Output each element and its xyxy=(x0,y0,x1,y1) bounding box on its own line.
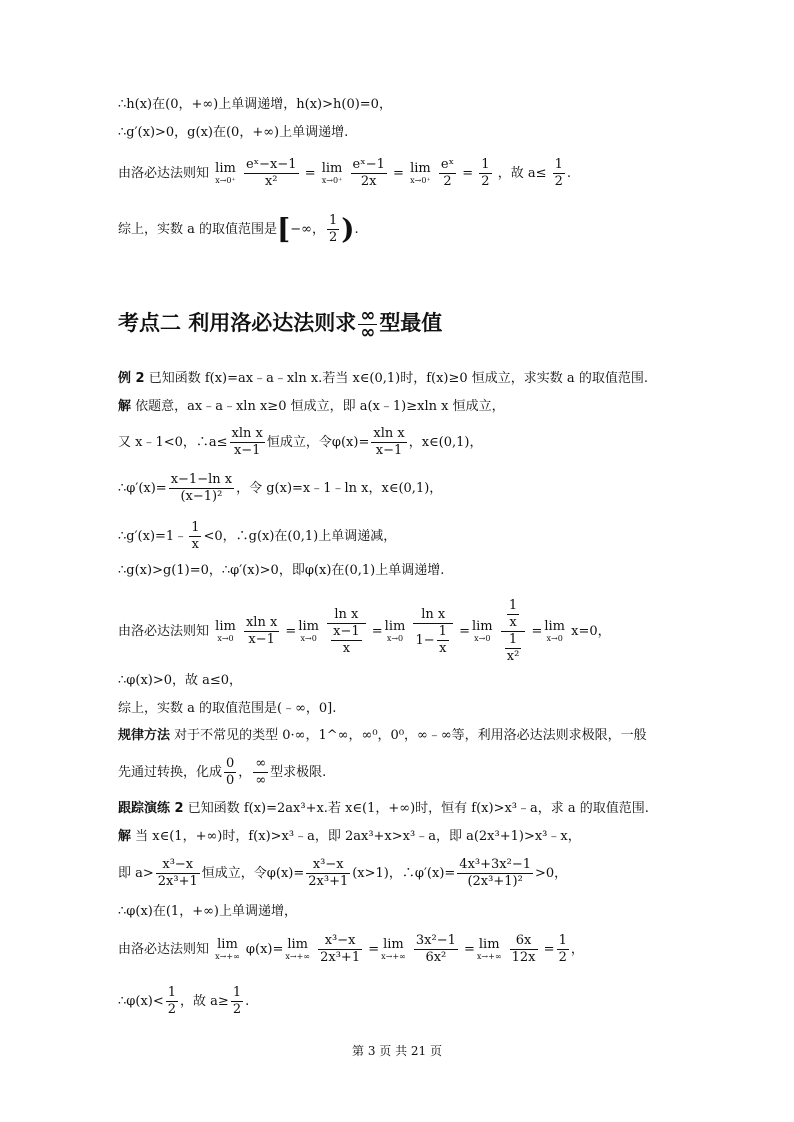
lim-op xyxy=(385,620,406,643)
lim-word: lim xyxy=(217,937,238,952)
lim-sub: x→0⁺ xyxy=(321,176,343,185)
lim-word: lim xyxy=(215,161,236,176)
denominator: 2x³+1 xyxy=(308,874,349,889)
limit-line-2 xyxy=(118,598,611,665)
denominator: ∞ xyxy=(360,321,376,343)
numerator: eˣ−1 xyxy=(352,157,385,172)
denominator xyxy=(327,623,366,657)
denominator: 2x³+1 xyxy=(157,874,198,889)
tracking-practice xyxy=(118,800,649,818)
lim-sub: x→0 xyxy=(386,634,404,643)
lim-sub: x→+∞ xyxy=(476,952,502,961)
left-bracket: [ xyxy=(277,212,291,246)
text-part: ，令 g(x)=x﹣1﹣ln x，x∈(0,1)， xyxy=(236,481,443,496)
fraction-half xyxy=(557,933,569,966)
equals: = xyxy=(393,166,404,181)
numerator: 6x xyxy=(515,933,532,948)
numerator: 1 xyxy=(558,933,567,948)
solution-label: 解 xyxy=(118,829,132,844)
text-part: ∴φ′(x)= xyxy=(118,481,167,496)
lim-word: lim xyxy=(410,161,431,176)
fraction-half xyxy=(479,157,491,190)
text-part: 先通过转换，化成 xyxy=(118,765,223,780)
text-part: <0，∴g(x)在(0,1)上单调递减， xyxy=(203,529,397,544)
numerator: 1 xyxy=(508,632,518,647)
lim-op xyxy=(472,620,493,643)
text-line-8 xyxy=(118,472,442,505)
equals: = xyxy=(285,624,297,639)
denominator: x−1 xyxy=(230,442,265,459)
lim-word: lim xyxy=(383,937,404,952)
numerator: xln x xyxy=(373,426,405,441)
section-heading xyxy=(118,304,443,343)
text-line-2: ∴g′(x)>0，g(x)在(0，+∞)上单调递增. xyxy=(118,125,349,140)
numerator xyxy=(501,598,526,631)
inner-fraction xyxy=(507,598,519,631)
denominator xyxy=(413,623,452,657)
denominator xyxy=(501,631,526,665)
lim-op xyxy=(298,620,319,643)
text-part: 恒成立，令φ(x)= xyxy=(266,435,370,450)
equals: = xyxy=(368,942,380,957)
denominator: 6x² xyxy=(414,949,458,966)
text-part: 型求极限. xyxy=(270,765,327,780)
text-line-15 xyxy=(118,756,326,789)
denominator: x−1 xyxy=(244,631,279,648)
fraction-compound xyxy=(327,607,366,657)
numerator: ln x xyxy=(421,606,446,622)
text-part: >0， xyxy=(534,866,568,881)
denominator: 2 xyxy=(481,174,490,189)
equals: = xyxy=(371,624,383,639)
lim-word: lim xyxy=(287,937,308,952)
denominator: 2 xyxy=(554,174,563,189)
fraction-half xyxy=(553,157,565,190)
denominator: x xyxy=(507,614,519,631)
numerator: ∞ xyxy=(360,304,376,326)
period: . xyxy=(245,994,250,1009)
text-prefix: 由洛必达法则知 xyxy=(118,624,210,639)
example-2 xyxy=(118,370,648,388)
fraction xyxy=(169,472,234,505)
text-suffix: ，故 a≤ xyxy=(497,166,547,181)
numerator: 1 xyxy=(554,157,563,172)
section-suffix: 型最值 xyxy=(379,311,443,335)
fraction xyxy=(306,857,350,890)
text-prefix: 由洛必达法则知 xyxy=(118,166,210,181)
solution-label: 解 xyxy=(118,399,132,414)
fraction-half xyxy=(327,213,339,246)
fraction-inf xyxy=(253,756,268,789)
period: . xyxy=(354,222,359,237)
section-title: 考点二 利用洛必达法则求 xyxy=(118,311,357,335)
denominator: x xyxy=(437,640,449,657)
denominator: (2x³+1)² xyxy=(457,873,533,890)
lim-sub: x→0 xyxy=(217,634,234,643)
page-footer: 第 3 页 共 21 页 xyxy=(352,1044,442,1058)
example-label: 例 2 xyxy=(118,371,145,386)
limit-line-3 xyxy=(118,933,584,966)
text-line-9 xyxy=(118,520,396,553)
numerator: eˣ xyxy=(440,157,455,172)
solution-text: 依题意，ax﹣a﹣xln x≥0 恒成立，即 a(x﹣1)≥xln x 恒成立， xyxy=(131,399,505,414)
text-part: (x>1)，∴φ′(x)= xyxy=(352,866,456,881)
text-line-12: ∴φ(x)>0，故 a≤0， xyxy=(118,673,243,688)
rule-text: 对于不常见的类型 0·∞，1^∞，∞⁰，0⁰，∞﹣∞等，利用洛必达法则求极限，一般 xyxy=(170,728,647,743)
denominator: 2x³+1 xyxy=(320,950,361,965)
text-part: 恒成立，令φ(x)= xyxy=(201,866,305,881)
tracking-text: 已知函数 f(x)=2ax³+x.若 x∈(1，+∞)时，恒有 f(x)>x³﹣a，求 a 的取值范围. xyxy=(183,801,649,816)
text-line-1: ∴h(x)在(0，+∞)上单调递增，h(x)>h(0)=0， xyxy=(118,97,392,112)
numerator: 1 xyxy=(232,985,242,1000)
equals: = xyxy=(462,166,474,181)
equals: = xyxy=(464,942,475,957)
numerator: x³−x xyxy=(162,857,194,872)
fraction-half xyxy=(231,985,243,1018)
fraction-inf xyxy=(358,304,377,343)
fraction-zero xyxy=(224,756,236,789)
text-line-21 xyxy=(118,985,249,1018)
lim-op xyxy=(410,162,431,185)
text-line-19: ∴φ(x)在(1，+∞)上单调递增， xyxy=(118,904,297,919)
denominator: x−1 xyxy=(371,442,406,459)
numerator: 1 xyxy=(438,623,447,639)
text-part: ∴φ(x)< xyxy=(118,994,164,1009)
inner-fraction xyxy=(331,624,362,657)
equals: = xyxy=(304,166,316,181)
denominator: 12x xyxy=(511,950,536,965)
lim-op xyxy=(215,162,236,185)
denominator: (x−1)² xyxy=(169,488,234,505)
right-paren: ) xyxy=(341,212,355,246)
fraction-half xyxy=(166,985,178,1018)
fraction xyxy=(371,426,406,459)
denominator: 2 xyxy=(558,950,567,965)
numerator: 0 xyxy=(226,756,235,771)
fraction xyxy=(510,933,538,966)
fraction xyxy=(244,615,279,648)
text-part: x=0， xyxy=(571,624,611,639)
numerator: xln x xyxy=(231,426,263,441)
numerator: 1 xyxy=(167,985,177,1000)
numerator: 4x³+3x²−1 xyxy=(459,857,531,872)
solution-line-1 xyxy=(118,398,505,416)
text-part: ，故 a≥ xyxy=(180,994,229,1009)
text-part: ， xyxy=(570,942,584,957)
numerator: 1 xyxy=(481,157,490,172)
fraction xyxy=(189,520,201,553)
text-line-7 xyxy=(118,426,482,459)
lim-op xyxy=(285,938,310,961)
lim-sub: x→0 xyxy=(474,634,491,643)
denominator: 2 xyxy=(329,230,338,245)
solution-line-2 xyxy=(118,828,581,846)
lim-op xyxy=(477,938,502,961)
lim-sub: x→0⁺ xyxy=(215,176,236,185)
period: . xyxy=(566,166,572,181)
equals: = xyxy=(531,624,543,639)
numerator: x−1 xyxy=(333,623,360,639)
limit-line-1 xyxy=(118,157,571,190)
text-part: 即 a> xyxy=(118,866,154,881)
fraction xyxy=(156,857,200,890)
fraction-compound xyxy=(413,607,452,657)
interval-left: −∞， xyxy=(290,222,325,237)
equals: = xyxy=(543,942,555,957)
text-part: ， xyxy=(238,765,252,780)
numerator: x−1−ln x xyxy=(170,472,233,487)
text-part: 又 x﹣1<0，∴a≤ xyxy=(118,435,228,450)
text-prefix: 综上，实数 a 的取值范围是 xyxy=(118,222,278,237)
denominator: 2 xyxy=(167,1002,177,1017)
numerator: xln x xyxy=(245,615,278,630)
lim-sub: x→+∞ xyxy=(215,952,240,961)
rule-method xyxy=(118,727,647,745)
fraction xyxy=(244,157,299,190)
denominator: 2 xyxy=(232,1002,242,1017)
text-line-4 xyxy=(118,213,359,246)
fraction xyxy=(457,857,533,890)
inner-fraction xyxy=(437,624,449,657)
lim-word: lim xyxy=(321,161,343,176)
denominator: ∞ xyxy=(255,773,267,788)
text-line-10: ∴g(x)>g(1)=0，∴φ′(x)>0，即φ(x)在(0,1)上单调递增. xyxy=(118,563,445,578)
fraction xyxy=(230,426,265,459)
lim-word: lim xyxy=(384,619,406,634)
numerator: x³−x xyxy=(312,857,344,872)
numerator: eˣ−x−1 xyxy=(245,157,297,172)
inner-fraction xyxy=(505,632,522,665)
solution-text: 当 x∈(1，+∞)时，f(x)>x³﹣a，即 2ax³+x>x³﹣a，即 a(2x³+1)>x³﹣x， xyxy=(131,829,581,844)
denominator: 2x xyxy=(351,173,387,190)
lim-word: lim xyxy=(298,619,319,634)
lim-sub: x→0⁺ xyxy=(410,176,431,185)
denominator: x xyxy=(331,640,362,657)
lim-word: lim xyxy=(544,619,566,634)
text-part: 1− xyxy=(415,632,435,648)
equals: = xyxy=(459,624,470,639)
numerator: 1 xyxy=(329,213,338,228)
rule-label: 规律方法 xyxy=(118,728,171,743)
lim-word: lim xyxy=(215,619,236,634)
fraction xyxy=(414,933,458,966)
fraction xyxy=(439,157,456,190)
lim-op xyxy=(381,938,406,961)
denominator: x² xyxy=(244,173,299,190)
lim-sub: x→0 xyxy=(546,634,563,643)
denominator: x² xyxy=(506,649,520,664)
tracking-label: 跟踪演练 2 xyxy=(118,801,184,816)
text-line-18 xyxy=(118,857,567,890)
lim-op xyxy=(322,162,343,185)
lim-sub: x→0 xyxy=(300,634,317,643)
text-part: φ(x)= xyxy=(245,942,284,957)
numerator: ln x xyxy=(334,606,359,622)
fraction-compound xyxy=(501,598,526,665)
numerator: x³−x xyxy=(324,933,356,948)
lim-op xyxy=(215,938,240,961)
example-text: 已知函数 f(x)=ax﹣a﹣xln x.若当 x∈(0,1)时，f(x)≥0 恒成立，求实数 a 的取值范围. xyxy=(144,371,648,386)
fraction xyxy=(318,933,362,966)
numerator: 3x²−1 xyxy=(415,933,456,948)
lim-word: lim xyxy=(471,619,493,634)
numerator: 1 xyxy=(508,598,518,613)
text-part: ∴g′(x)=1﹣ xyxy=(118,529,188,544)
text-part: ，x∈(0,1)， xyxy=(408,435,483,450)
text-prefix: 由洛必达法则知 xyxy=(118,942,210,957)
lim-sub: x→+∞ xyxy=(285,952,310,961)
denominator: x xyxy=(189,536,201,553)
lim-word: lim xyxy=(478,937,500,952)
fraction xyxy=(351,157,387,190)
numerator: 1 xyxy=(191,520,200,535)
numerator: ∞ xyxy=(255,756,267,771)
text-line-13: 综上，实数 a 的取值范围是(﹣∞，0]. xyxy=(118,701,337,716)
lim-sub: x→+∞ xyxy=(381,952,406,961)
lim-op xyxy=(544,620,565,643)
lim-op xyxy=(215,620,236,643)
denominator: 0 xyxy=(226,773,235,788)
denominator: 2 xyxy=(439,173,456,190)
